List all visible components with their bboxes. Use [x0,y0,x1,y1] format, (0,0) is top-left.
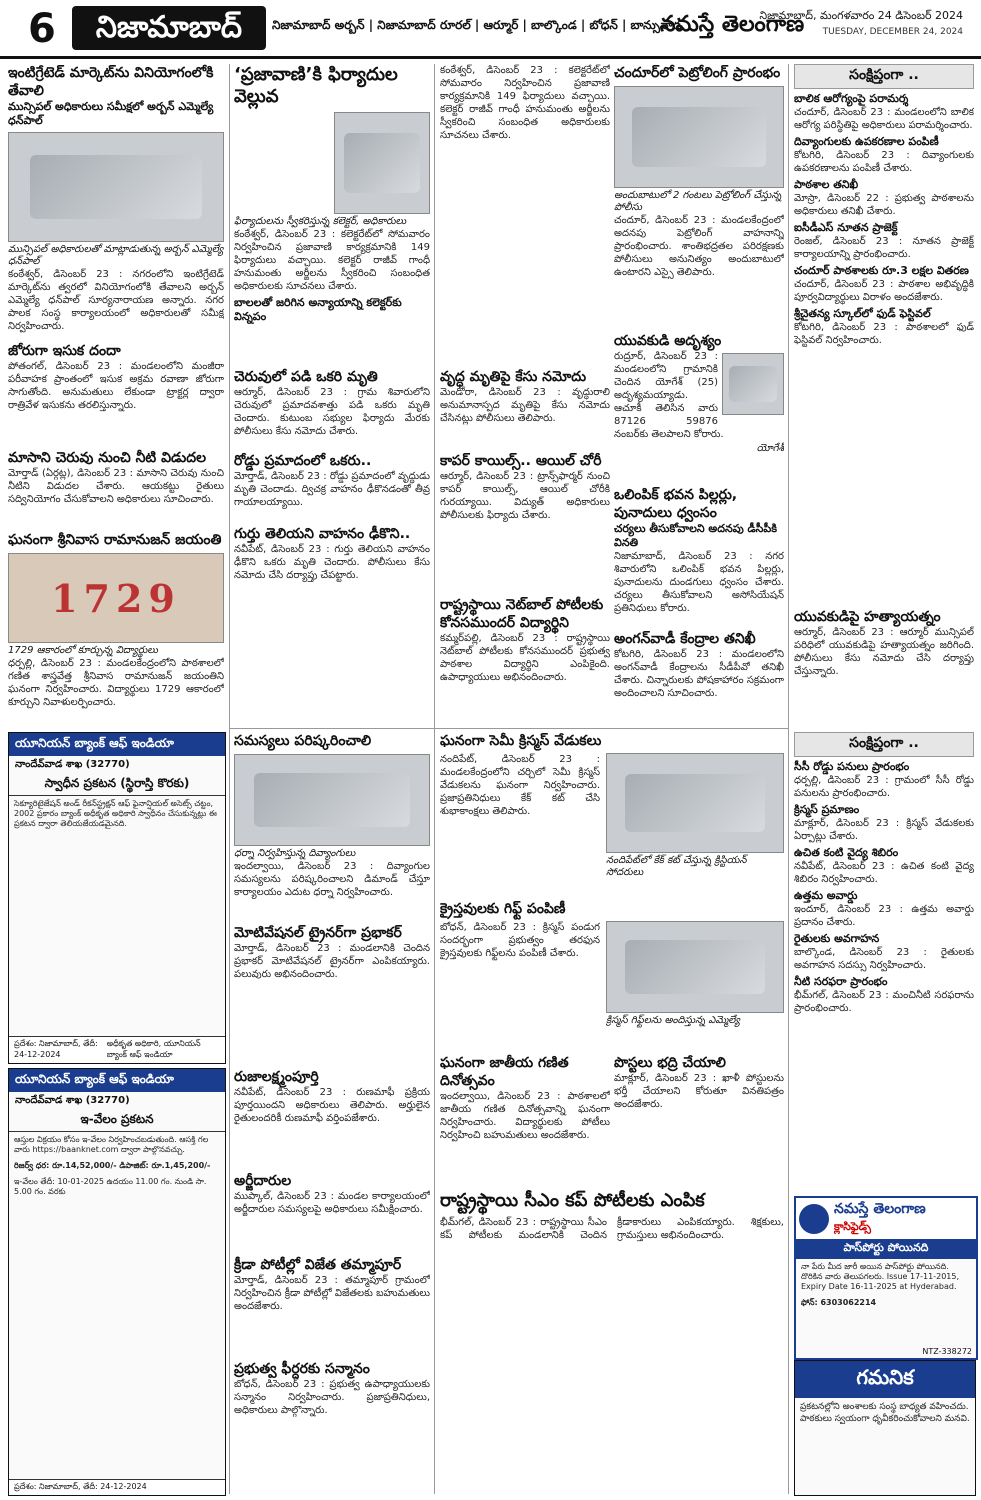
article-christmas-gifts [440,900,784,1050]
section-title: సంక్షిప్తంగా .. [794,64,974,89]
headline: రాష్ట్రస్థాయి నెట్‌బాల్ పోటీలకు కోనసముందర్ విద్యార్థిని [440,597,604,631]
article-photo [614,86,784,188]
brief-body: మాక్లూర్, డిసెంబర్ 23 : క్రిస్మస్ వేడుకలకు ఏర్పాట్లు చేశారు. [794,818,974,842]
article-olympic-bhavan [614,486,784,626]
brief-body: ధర్పల్లి, డిసెంబర్ 23 : గ్రామంలో సీసీ రోడ్డు పనులను ప్రారంభించారు. [794,775,974,799]
article-tank-death [234,368,430,450]
ad-title: ఇ-వేలం ప్రకటన [9,1110,225,1132]
article-petrolling [614,64,784,329]
article-body: మోర్తాడ్, డిసెంబర్ 23 : మండలానికి చెందిన ప్రభాకర్ మోటివేషనల్ ట్రైనర్‌గా ఎంపికయ్యారు. పలువురు అభినందించారు. [234,943,430,980]
bank-name: యూనియన్ బ్యాంక్ ఆఫ్ ఇండియా [9,1069,225,1092]
headline: రాష్ట్రస్థాయి సీఎం కప్ పోటీలకు ఎంపిక [440,1190,705,1211]
ad-title: స్వాధీన ప్రకటన (స్థిరాస్తి కొరకు) [9,774,225,796]
article-body: మాక్లూర్, డిసెంబర్ 23 : ఖాళీ పోస్టులను భర్తీ చేయాలని కోరుతూ వినతిపత్రం అందజేశారు. [614,1073,784,1110]
brief-body: చందూర్, డిసెంబర్ 23 : పాఠశాల అభివృద్ధికి పూర్వవిద్యార్థులు విరాళం అందజేశారు. [794,279,974,303]
brief-title: చందూర్ పాఠశాలకు రూ.3 లక్షల వితరణ [794,264,969,277]
photo-number-1729: 1729 [51,575,181,621]
article-hit-and-run [234,525,430,595]
brief-title: సీసీ రోడ్డు పనులు ప్రారంభం [794,760,910,773]
ramanujan-photo [8,553,224,643]
brief-title: ఉచిత కంటి వైద్య శిబిరం [794,846,899,859]
brief-news-section-2 [794,732,974,1192]
photo-caption: ధర్నా నిర్వహిస్తున్న దివ్యాంగులు [234,848,356,859]
brief-body: ఇందూర్, డిసెంబర్ 23 : ఉత్తమ అవార్డు ప్రదానం చేశారు. [794,904,974,928]
masthead [0,0,981,59]
article-body: ఆర్మూర్, డిసెంబర్ 23 : ట్రాన్స్‌ఫార్మర్ నుంచి కాపర్ కాయిల్స్, ఆయిల్ చోరీకి గురయ్యాయి. విద్యుత్ అధికారులు పోలీసులకు ఫిర్యాదు చేశారు. [440,471,610,521]
ad-footer [9,1479,225,1495]
missing-person-photo [722,353,784,415]
article-body: మెండోరా, డిసెంబర్ 23 : వృద్ధురాలి అనుమానాస్పద మృతిపై కేసు నమోదు చేసినట్లు పోలీసులు తెలిపారు. [440,387,610,424]
article-body: పోతంగల్, డిసెంబర్ 23 : మండలంలోని మంజీరా పరీవాహక ప్రాంతంలో ఇసుక అక్రమ రవాణా జోరుగా సాగుతోంది. అనుమతులు లేకుండా ట్రాక్టర్ల ద్వారా రాత్రివేళ ఇసుకను తరలిస్తున్నారు. [8,361,224,411]
headline: ఘనంగా శ్రీనివాస రామానుజన్ జయంతి [8,532,222,548]
reserve-price: రిజర్వ్ ధర: రూ.14,52,000/- డిపాజిట్: రూ.1,45,200/- [14,1161,211,1170]
headline: గుర్తు తెలియని వాహనం ఢీకొని.. [234,526,411,542]
bank-possession-notice-ad [8,732,226,1064]
section-rule [229,728,788,729]
article-body: కంఠేశ్వర్, డిసెంబర్ 23 : నగరంలోని ఇంటిగ్రేటెడ్ మార్కెట్‌ను త్వరలో వినియోగంలోకి తేవాలని అర్బన్ ఎమ్మెల్యే ధన్‌పాల్ సూర్యనారాయణ అన్నారు. నగర పాలక సంస్థ కార్యాలయంలో అధికారులతో సమీక్ష నిర్వహించారు. [8,269,224,332]
brief-title: రైతులకు అవగాహన [794,932,880,945]
brief-title: శ్రీచైతన్య స్కూల్‌లో ఫుడ్ ఫెస్టివల్ [794,307,931,320]
article-hostel-complaint [440,64,610,329]
classified-brand-wrap [834,1201,926,1236]
page-number: 6 [28,6,56,52]
brief-body: కోటగిరి, డిసెంబర్ 23 : దివ్యాంగులకు ఉపకరణాలను పంపిణీ చేశారు. [794,150,974,174]
headline: మోటివేషనల్ ట్రైనర్‌గా ప్రభాకర్ [234,925,402,941]
article-body: కంఠేశ్వర్, డిసెంబర్ 23 : కలెక్టరేట్‌లో సోమవారం నిర్వహించిన ప్రజావాణి కార్యక్రమానికి 149 ఫిర్యాదులు వచ్చాయి. కలెక్టర్ రాజీవ్ గాంధీ హనుమంతు అర్జీలను స్వీకరించి సంబంధిత అధికారులకు సూచనలు చేశారు. [440,65,610,141]
notice-title: గమనిక [795,1361,975,1398]
article-netball [440,596,610,726]
article-body: భీమ్‌గల్, డిసెంబర్ 23 : రాష్ట్రస్థాయి సీఎం కప్ పోటీలకు మండలానికి చెందిన క్రీడాకారులు ఎంపికయ్యారు. శిక్షకులు, గ్రామస్తులు అభినందించారు. [440,1217,784,1241]
photo-wrap [606,753,784,879]
side-headline: బాలలతో జరిగిన అన్యాయాన్ని కలెక్టర్‌కు విన్నపం [234,296,402,323]
bank-name: యూనియన్ బ్యాంక్ ఆఫ్ ఇండియా [9,733,225,756]
page-title: నిజామాబాద్ [72,6,266,50]
article-anganwadi [614,630,784,726]
article-body: రుద్రూర్, డిసెంబర్ 23 : మండలంలోని గ్రామానికి చెందిన యోగేశ్ (25) అదృశ్యమయ్యాడు. ఆచూకీ తెలిసిన వారు 87126 59876 నంబర్‌కు తెలపాలని కోరారు. [614,351,724,440]
photo-caption: నందిపేట్‌లో కేక్ కట్ చేస్తున్న క్రిస్టియన్ సోదరులు [606,855,747,878]
headline: క్రైస్తవులకు గిఫ్ట్ పంపిణీ [440,901,566,917]
brief-title: క్రిస్మస్ ప్రమాణం [794,803,860,816]
article-body: బోధన్, డిసెంబర్ 23 : క్రిస్మస్ పండుగ సందర్భంగా ప్రభుత్వం తరఫున క్రైస్తవులకు గిఫ్ట్‌లను పంపిణీ చేశారు. [440,922,600,959]
article-road-accident [234,452,430,522]
ad-date: ప్రదేశం: నిజామాబాద్, తేదీ: 24-12-2024 [14,1039,98,1059]
classified-brand: నమస్తే తెలంగాణ [834,1201,926,1217]
brand-emblem-icon [799,1204,829,1234]
classified-phone: ఫోన్: 6303062214 [801,1298,877,1307]
headline: ఇంటిగ్రేటెడ్ మార్కెట్‌ను వినియోగంలోకి తేవాలి [8,65,214,99]
article-body: ఆర్మూర్, డిసెంబర్ 23 : ఆర్మూర్ మున్సిపల్ పరిధిలో యువకుడిపై హత్యాయత్నం జరిగింది. పోలీసులు కేసు నమోదు చేసి దర్యాప్తు చేస్తున్నారు. [794,627,974,677]
classified-body: నా పేరు మీద జారీ అయిన పాస్‌పోర్టు పోయినది. దొరికిన వారు తెలుపగలరు. Issue 17-11-2015, Expiry Date 16-11-2025 at Hyderabad. [801,1262,960,1291]
photo-caption: యోగేశ్ [756,443,784,454]
brief-body: మోస్రా, డిసెంబర్ 22 : ప్రభుత్వ పాఠశాలను అధికారులు తనిఖీ చేశారు. [794,193,974,217]
brief-title: నీటి సరఫరా ప్రారంభం [794,975,888,988]
brief-body: చందూర్, డిసెంబర్ 23 : మండలంలోని బాలిక ఆరోగ్య పరిస్థితిపై అధికారులు పరామర్శించారు. [794,107,974,131]
brand-logo: నమస్తే తెలంగాణ [660,12,805,37]
headline: యువకుడి అదృశ్యం [614,333,722,349]
subhead: చర్యలు తీసుకోవాలని అదనపు డీసీపీకి వినతి [614,522,777,549]
column-rule [229,64,230,1494]
article-body: మోర్తాడ్, డిసెంబర్ 23 : తమ్మాపూర్ గ్రామంలో నిర్వహించిన క్రీడా పోటీల్లో విజేతలకు బహుమతులు అందజేశారు. [234,1275,430,1312]
article-photo [8,132,224,242]
article-photo [606,921,784,1013]
classified-sub: క్లాసిఫైడ్స్ [834,1220,871,1233]
article-semi-christmas [440,732,784,897]
brief-title: ఉత్తమ అవార్డు [794,889,858,902]
brief-body: బాల్కొండ, డిసెంబర్ 23 : రైతులకు అవగాహన సదస్సు నిర్వహించారు. [794,947,974,971]
headline: చందూర్‌లో పెట్రోలింగ్ ప్రారంభం [614,65,781,81]
brief-body: భీమ్‌గల్, డిసెంబర్ 23 : మంచినీటి సరఫరాను ప్రారంభించారు. [794,990,974,1014]
article-body: కమ్మర్‌పల్లి, డిసెంబర్ 23 : రాష్ట్రస్థాయి నెట్‌బాల్ పోటీలకు కోనసముందర్ ప్రభుత్వ పాఠశాల విద్యార్థిని ఎంపికైంది. ఉపాధ్యాయులు అభినందించారు. [440,633,610,683]
ad-body: సెక్యూరిటైజేషన్ అండ్ రీకన్‌స్ట్రక్షన్ ఆఫ్ ఫైనాన్షియల్ అసెట్స్ చట్టం, 2002 ప్రకారం బ్యాంక్ అధీకృత అధికారి స్వాధీనం చేసుకున్నట్లు ఈ ప్రకటన ద్వారా తెలియజేయడమైనది. [14,799,217,828]
headline: మాసాని చెరువు నుంచి నీటి విడుదల [8,450,207,466]
photo-caption: అందుబాటులో 2 గంటలు పెట్రోలింగ్ చేస్తున్న పోలీసు [614,190,782,213]
headline: ఘనంగా జాతీయ గణిత దినోత్సవం [440,1055,569,1089]
article-ramanujan-jayanti [8,531,224,726]
article-body: నవీపేట్, డిసెంబర్ 23 : రుణమాఫీ ప్రక్రియ పూర్తయిందని అధికారులు తెలిపారు. అర్హులైన రైతులందరికీ రుణమాఫీ వర్తింపజేశారు. [234,1087,430,1124]
article-sand-mafia [8,342,224,446]
date-english: TUESDAY, DECEMBER 24, 2024 [822,27,963,37]
article-felicitation [234,1360,430,1494]
article-sports-winner [234,1256,430,1356]
section-title: సంక్షిప్తంగా .. [794,732,974,757]
auction-date: ఇ-వేలం తేదీ: 10-01-2025 ఉదయం 11.00 గం. నుండి సా. 5.00 గం. వరకు [14,1177,207,1196]
brief-news-section-1 [794,64,974,604]
article-body: కోటగిరి, డిసెంబర్ 23 : మండలంలోని అంగన్‌వాడీ కేంద్రాలను సీడీపీవో తనిఖీ చేశారు. చిన్నారులకు పోషకాహారం సక్రమంగా అందించాలని సూచించారు. [614,649,784,699]
article-masani-tank [8,449,224,529]
article-prajavani [234,64,430,364]
article-applicants [234,1172,430,1252]
article-body: ధర్పల్లి, డిసెంబర్ 23 : మండలకేంద్రంలోని పాఠశాలలో గణిత శాస్త్రవేత్త శ్రీనివాస రామానుజన్ జయంతిని ఘనంగా నిర్వహించారు. విద్యార్థులు 1729 ఆకారంలో కూర్చుని నివాళులర్పించారు. [8,658,224,708]
classified-ad [794,1196,978,1360]
brief-body: కోటగిరి, డిసెంబర్ 23 : పాఠశాలలో ఫుడ్ ఫెస్టివల్ నిర్వహించారు. [794,322,974,346]
headline: ఘనంగా సెమీ క్రిస్మస్ వేడుకలు [440,733,602,749]
brief-title: దివ్యాంగులకు ఉపకరణాల పంపిణీ [794,135,939,148]
article-body: మోర్తాడ్, డిసెంబర్ 23 : రోడ్డు ప్రమాదంలో వృద్ధుడు మృతి చెందాడు. ద్విచక్ర వాహనం ఢీకొనడంతో తీవ్ర గాయాలయ్యాయి. [234,471,430,508]
article-maths-day [440,1054,610,1184]
brief-title: బాలిక ఆరోగ్యంపై పరామర్శ [794,92,909,105]
article-body: మోర్తాడ్ (ఏర్గట్ల), డిసెంబర్ 23 : మాసాని చెరువు నుంచి నీటిని విడుదల చేశారు. ఆయకట్టు రైతులు సద్వినియోగం చేసుకోవాలని అధికారులు సూచించారు. [8,468,224,505]
article-missing-youth [614,332,784,482]
brief-body: నవీపేట్, డిసెంబర్ 23 : ఉచిత కంటి వైద్య శిబిరం నిర్వహించారు. [794,861,974,885]
article-body: నవీపేట్, డిసెంబర్ 23 : గుర్తు తెలియని వాహనం ఢీకొని ఒకరు మృతి చెందారు. పోలీసులు కేసు నమోదు చేసి దర్యాప్తు చేపట్టారు. [234,544,430,581]
article-body: బోధన్, డిసెంబర్ 23 : ప్రభుత్వ ఉపాధ్యాయులకు సన్మానం నిర్వహించారు. ప్రజాప్రతినిధులు, అధికారులు పాల్గొన్నారు. [234,1379,430,1416]
classified-code: NTZ-338272 [922,1347,972,1356]
headline: జోరుగా ఇసుక దందా [8,343,121,359]
article-body: ముప్కాల్, డిసెంబర్ 23 : మండల కార్యాలయంలో అర్జీదారుల సమస్యలపై అధికారులు సమీక్షించారు. [234,1191,430,1215]
article-body: ఆర్మూర్, డిసెంబర్ 23 : గ్రామ శివారులోని చెరువులో ప్రమాదవశాత్తు పడి ఒకరు మృతి చెందారు. కుటుంబ సభ్యుల ఫిర్యాదు మేరకు పోలీసులు కేసు నమోదు చేశారు. [234,387,430,437]
headline: క్రీడా పోటీల్లో విజేత తమ్మాపూర్ [234,1257,402,1273]
classified-header [796,1198,976,1239]
article-body: నిజామాబాద్, డిసెంబర్ 23 : నగర శివారులోని ఒలింపిక్ భవన పిల్లర్లు, పునాదులను దుండగులు ధ్వంసం చేశారు. చర్యలు తీసుకోవాలని అసోసియేషన్ ప్రతినిధులు కోరారు. [614,551,784,614]
headline: చెరువులో పడి ఒకరి మృతి [234,369,378,385]
article-attempted-murder [794,608,974,726]
photo-caption: మున్సిపల్ అధికారులతో మాట్లాడుతున్న అర్బన్ ఎమ్మెల్యే ధన్‌పాల్ [8,244,224,267]
headline: రుజాలక్ష్మంపూర్తి [234,1069,319,1085]
photo-caption: ఫిర్యాదులను స్వీకరిస్తున్న కలెక్టర్, అధికారులు [234,216,407,227]
ad-footer [9,1036,225,1063]
photo-caption: క్రిస్మస్ గిఫ్ట్‌లను అందిస్తున్న ఎమ్మెల్యే [606,1015,740,1026]
bank-branch: నాందేవ్‌వాడ శాఖ (32770) [15,759,130,770]
classified-label: పాస్‌పోర్టు పోయినది [796,1239,976,1259]
column-rule [434,64,435,1494]
headline: అర్జీదారుల [234,1173,292,1189]
headline: పొస్టలు భద్రి చేయాలి [614,1055,726,1071]
article-body: కంఠేశ్వర్, డిసెంబర్ 23 : కలెక్టరేట్‌లో సోమవారం నిర్వహించిన ప్రజావాణి కార్యక్రమానికి 149 ఫిర్యాదులు వచ్చాయి. కలెక్టర్ రాజీవ్ గాంధీ హనుమంతు అర్జీలను స్వీకరించి సంబంధిత అధికారులకు సూచనలు చేశారు. [234,229,430,292]
headline: అంగన్‌వాడీ కేంద్రాల తనిఖీ [614,631,756,647]
ad-body: ఆస్తుల విక్రయం కోసం ఇ-వేలం నిర్వహించబడుతుంది. ఆసక్తి గల వారు https://baanknet.com ద్వారా పాల్గొనవచ్చు. [14,1135,209,1154]
headline: ప్రభుత్వ ఫీర్దరకు సన్మానం [234,1361,370,1377]
article-body: ఇందల్వాయి, డిసెంబర్ 23 : దివ్యాంగుల సమస్యలను పరిష్కరించాలని డిమాండ్ చేస్తూ కార్యాలయం ఎదుట ధర్నా నిర్వహించారు. [234,861,430,898]
article-posts-filling [614,1054,784,1184]
headline: కాపర్ కాయిల్స్‌.. ఆయిల్ చోరీ [440,453,602,469]
notice-body: ప్రకటనల్లోని అంశాలకు సంస్థ బాధ్యత వహించదు. పాఠకులు స్వయంగా ధృవీకరించుకోవాలని మనవి. [800,1402,970,1424]
article-motivational-trainer [234,924,430,1024]
brief-title: ఐసీడీఎస్ నూతన ప్రాజెక్ట్ [794,221,898,234]
headline: సమస్యలు పరిష్కరించాలి [234,733,372,749]
brief-body: రెంజల్, డిసెంబర్ 23 : నూతన ప్రాజెక్ట్ కార్యాలయాన్ని ప్రారంభించారు. [794,236,974,260]
column-rule [788,64,789,1494]
article-body: నందిపేట్, డిసెంబర్ 23 : మండలకేంద్రంలోని చర్చిలో సెమీ క్రిస్మస్ వేడుకలను ఘనంగా నిర్వహించారు. ప్రజాప్రతినిధులు కేక్ కట్ చేసి శుభాకాంక్షలు తెలిపారు. [440,754,600,817]
article-row [440,753,784,879]
headline: ఒలింపిక్ భవన పిల్లర్లు, పునాదులు ధ్వంసం [614,487,738,521]
article-photo [606,753,784,853]
ad-date: ప్రదేశం: నిజామాబాద్, తేదీ: 24-12-2024 [14,1482,147,1491]
article-photo [234,754,430,846]
article-body: ఇందల్వాయి, డిసెంబర్ 23 : పాఠశాలలో జాతీయ గణిత దినోత్సవాన్ని ఘనంగా నిర్వహించారు. విద్యార్థులకు పోటీలు నిర్వహించి బహుమతులు అందజేశారు. [440,1091,610,1141]
article-elderly-death [440,368,610,448]
photo-wrap [606,921,784,1027]
headline: ‘ప్రజావాణి’కి ఫిర్యాదుల వెల్లువ [234,64,398,107]
dateline [759,8,963,40]
article-photo [334,112,430,214]
headline: రోడ్డు ప్రమాదంలో ఒకరు.. [234,453,372,469]
brief-title: పాఠశాల తనిఖీ [794,178,859,191]
subhead: మున్సిపల్ అధికారులు సమీక్షలో అర్బన్ ఎమ్మెల్యే ధన్‌పాల్ [8,100,214,127]
photo-caption: 1729 ఆకారంలో కూర్చున్న విద్యార్థులు [8,645,158,656]
article-row [440,921,784,1027]
article-body: చందూర్, డిసెంబర్ 23 : మండలకేంద్రంలో అదనపు పెట్రోలింగ్ వాహనాన్ని ప్రారంభించారు. శాంతిభద్రతల పరిరక్షణకు పోలీసులు అనునిత్యం అందుబాటులో ఉంటారని ఎస్సై తెలిపారు. [614,215,784,278]
date-telugu: నిజామాబాద్, మంగళవారం 24 డిసెంబర్ 2024 [759,9,963,22]
notice-ad [794,1360,976,1496]
article-integrated-market [8,64,224,339]
ad-signatory: అధీకృత అధికారి, యూనియన్ బ్యాంక్ ఆఫ్ ఇండియా [106,1039,201,1059]
sub-sections: నిజామాబాద్ అర్బన్ | నిజామాబాద్ రూరల్ | ఆర్మూర్ | బాల్కొండ | బోధన్ | బాన్సువాడ [272,18,682,32]
article-disabled-protest [234,732,430,920]
article-loan-waiver [234,1068,430,1168]
article-copper-theft [440,452,610,592]
bank-branch: నాందేవ్‌వాడ శాఖ (32770) [15,1095,130,1106]
bank-e-auction-ad [8,1068,226,1496]
article-cm-cup [440,1190,784,1494]
headline: వృద్ధ మృతిపై కేసు నమోదు [440,369,587,385]
headline: యువకుడిపై హత్యాయత్నం [794,609,941,625]
